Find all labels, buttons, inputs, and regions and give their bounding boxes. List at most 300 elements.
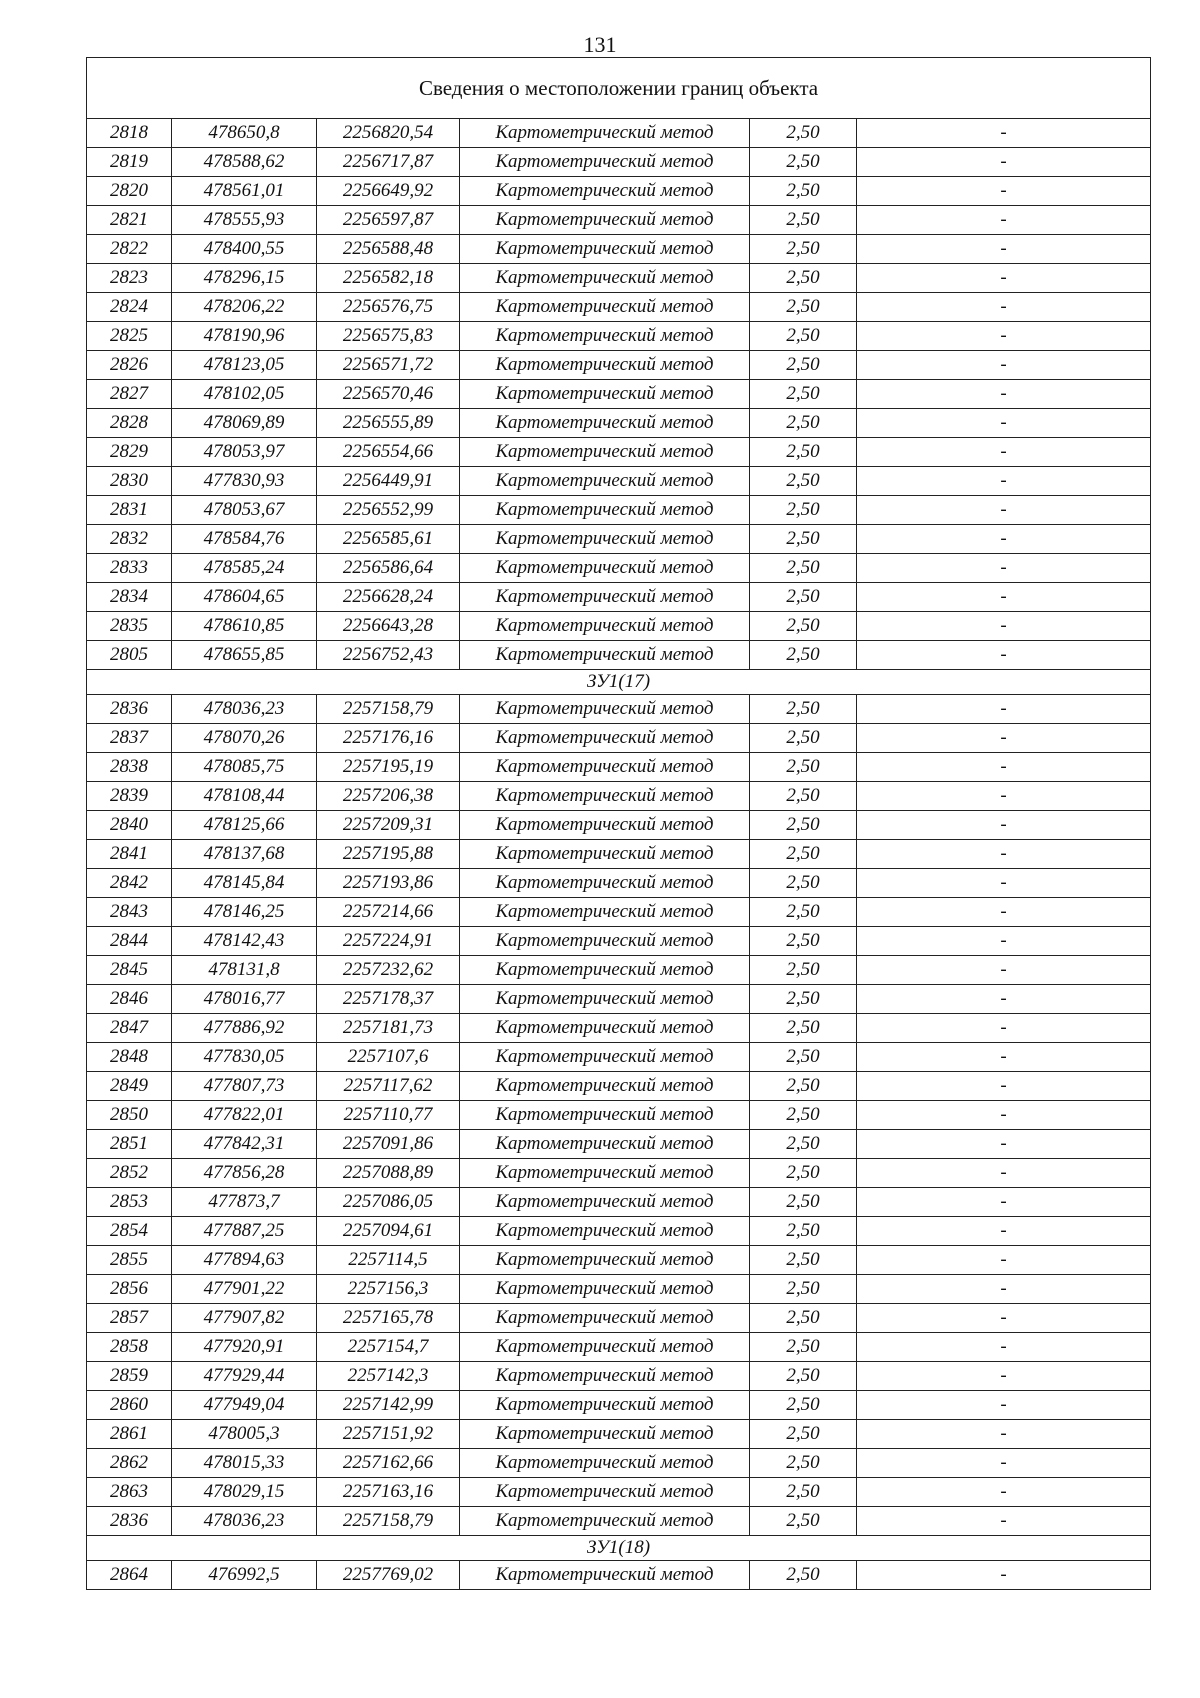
- description-cell: -: [857, 1449, 1151, 1478]
- y-coordinate-cell: 2257224,91: [317, 927, 460, 956]
- method-cell: Картометрический метод: [460, 554, 750, 583]
- point-number-cell: 2849: [87, 1072, 172, 1101]
- x-coordinate-cell: 477822,01: [172, 1101, 317, 1130]
- table-row: [87, 1561, 1151, 1590]
- y-coordinate-cell: 2257114,5: [317, 1246, 460, 1275]
- x-coordinate-cell: 478069,89: [172, 409, 317, 438]
- table-row: [87, 753, 1151, 782]
- y-coordinate-cell: 2257088,89: [317, 1159, 460, 1188]
- point-number-cell: 2826: [87, 351, 172, 380]
- description-cell: -: [857, 148, 1151, 177]
- description-cell: -: [857, 525, 1151, 554]
- accuracy-cell: 2,50: [750, 293, 857, 322]
- method-cell: Картометрический метод: [460, 293, 750, 322]
- y-coordinate-cell: 2256570,46: [317, 380, 460, 409]
- table-row: [87, 119, 1151, 148]
- y-coordinate-cell: 2257181,73: [317, 1014, 460, 1043]
- x-coordinate-cell: 478085,75: [172, 753, 317, 782]
- table-row: [87, 1420, 1151, 1449]
- table-row: [87, 1159, 1151, 1188]
- section-header-row: [87, 670, 1151, 695]
- description-cell: -: [857, 583, 1151, 612]
- accuracy-cell: 2,50: [750, 612, 857, 641]
- x-coordinate-cell: 478053,97: [172, 438, 317, 467]
- table-row: [87, 612, 1151, 641]
- y-coordinate-cell: 2257163,16: [317, 1478, 460, 1507]
- table-row: [87, 1478, 1151, 1507]
- section-label: ЗУ1(17): [87, 670, 1151, 695]
- point-number-cell: 2821: [87, 206, 172, 235]
- accuracy-cell: 2,50: [750, 206, 857, 235]
- point-number-cell: 2836: [87, 1507, 172, 1536]
- x-coordinate-cell: 478206,22: [172, 293, 317, 322]
- x-coordinate-cell: 477807,73: [172, 1072, 317, 1101]
- table-row: [87, 695, 1151, 724]
- y-coordinate-cell: 2257107,6: [317, 1043, 460, 1072]
- x-coordinate-cell: 477887,25: [172, 1217, 317, 1246]
- description-cell: -: [857, 956, 1151, 985]
- x-coordinate-cell: 478142,43: [172, 927, 317, 956]
- y-coordinate-cell: 2257110,77: [317, 1101, 460, 1130]
- x-coordinate-cell: 478604,65: [172, 583, 317, 612]
- accuracy-cell: 2,50: [750, 1478, 857, 1507]
- point-number-cell: 2860: [87, 1391, 172, 1420]
- method-cell: Картометрический метод: [460, 583, 750, 612]
- y-coordinate-cell: 2256582,18: [317, 264, 460, 293]
- method-cell: Картометрический метод: [460, 1072, 750, 1101]
- x-coordinate-cell: 478555,93: [172, 206, 317, 235]
- accuracy-cell: 2,50: [750, 1333, 857, 1362]
- accuracy-cell: 2,50: [750, 1217, 857, 1246]
- x-coordinate-cell: 478610,85: [172, 612, 317, 641]
- x-coordinate-cell: 478005,3: [172, 1420, 317, 1449]
- description-cell: -: [857, 409, 1151, 438]
- y-coordinate-cell: 2257086,05: [317, 1188, 460, 1217]
- x-coordinate-cell: 478588,62: [172, 148, 317, 177]
- point-number-cell: 2858: [87, 1333, 172, 1362]
- table-row: [87, 525, 1151, 554]
- description-cell: -: [857, 1159, 1151, 1188]
- table-row: [87, 1246, 1151, 1275]
- y-coordinate-cell: 2257176,16: [317, 724, 460, 753]
- point-number-cell: 2840: [87, 811, 172, 840]
- accuracy-cell: 2,50: [750, 641, 857, 670]
- section-header-row: [87, 1536, 1151, 1561]
- accuracy-cell: 2,50: [750, 583, 857, 612]
- table-row: [87, 840, 1151, 869]
- table-row: [87, 869, 1151, 898]
- method-cell: Картометрический метод: [460, 869, 750, 898]
- accuracy-cell: 2,50: [750, 1043, 857, 1072]
- accuracy-cell: 2,50: [750, 985, 857, 1014]
- description-cell: -: [857, 1362, 1151, 1391]
- x-coordinate-cell: 477830,05: [172, 1043, 317, 1072]
- accuracy-cell: 2,50: [750, 148, 857, 177]
- method-cell: Картометрический метод: [460, 1246, 750, 1275]
- point-number-cell: 2827: [87, 380, 172, 409]
- method-cell: Картометрический метод: [460, 782, 750, 811]
- description-cell: -: [857, 641, 1151, 670]
- table-row: [87, 1507, 1151, 1536]
- accuracy-cell: 2,50: [750, 177, 857, 206]
- description-cell: -: [857, 840, 1151, 869]
- description-cell: -: [857, 1304, 1151, 1333]
- method-cell: Картометрический метод: [460, 119, 750, 148]
- point-number-cell: 2845: [87, 956, 172, 985]
- point-number-cell: 2856: [87, 1275, 172, 1304]
- table-row: [87, 1391, 1151, 1420]
- table-row: [87, 724, 1151, 753]
- method-cell: Картометрический метод: [460, 612, 750, 641]
- table-row: [87, 554, 1151, 583]
- table-row: [87, 380, 1151, 409]
- accuracy-cell: 2,50: [750, 898, 857, 927]
- accuracy-cell: 2,50: [750, 840, 857, 869]
- description-cell: -: [857, 869, 1151, 898]
- point-number-cell: 2829: [87, 438, 172, 467]
- y-coordinate-cell: 2256586,64: [317, 554, 460, 583]
- x-coordinate-cell: 478655,85: [172, 641, 317, 670]
- accuracy-cell: 2,50: [750, 467, 857, 496]
- accuracy-cell: 2,50: [750, 119, 857, 148]
- description-cell: -: [857, 293, 1151, 322]
- accuracy-cell: 2,50: [750, 380, 857, 409]
- y-coordinate-cell: 2256552,99: [317, 496, 460, 525]
- point-number-cell: 2861: [87, 1420, 172, 1449]
- x-coordinate-cell: 478190,96: [172, 322, 317, 351]
- accuracy-cell: 2,50: [750, 1449, 857, 1478]
- table-row: [87, 641, 1151, 670]
- y-coordinate-cell: 2257156,3: [317, 1275, 460, 1304]
- method-cell: Картометрический метод: [460, 1188, 750, 1217]
- table-row: [87, 1014, 1151, 1043]
- method-cell: Картометрический метод: [460, 235, 750, 264]
- method-cell: Картометрический метод: [460, 1101, 750, 1130]
- table-row: [87, 322, 1151, 351]
- description-cell: -: [857, 206, 1151, 235]
- accuracy-cell: 2,50: [750, 235, 857, 264]
- accuracy-cell: 2,50: [750, 1507, 857, 1536]
- method-cell: Картометрический метод: [460, 1391, 750, 1420]
- x-coordinate-cell: 478125,66: [172, 811, 317, 840]
- x-coordinate-cell: 477920,91: [172, 1333, 317, 1362]
- table-row: [87, 811, 1151, 840]
- method-cell: Картометрический метод: [460, 898, 750, 927]
- y-coordinate-cell: 2256575,83: [317, 322, 460, 351]
- x-coordinate-cell: 478146,25: [172, 898, 317, 927]
- method-cell: Картометрический метод: [460, 1449, 750, 1478]
- method-cell: Картометрический метод: [460, 322, 750, 351]
- description-cell: -: [857, 1072, 1151, 1101]
- point-number-cell: 2818: [87, 119, 172, 148]
- x-coordinate-cell: 477856,28: [172, 1159, 317, 1188]
- accuracy-cell: 2,50: [750, 525, 857, 554]
- method-cell: Картометрический метод: [460, 1014, 750, 1043]
- y-coordinate-cell: 2257117,62: [317, 1072, 460, 1101]
- accuracy-cell: 2,50: [750, 496, 857, 525]
- method-cell: Картометрический метод: [460, 695, 750, 724]
- table-row: [87, 1449, 1151, 1478]
- description-cell: -: [857, 1014, 1151, 1043]
- accuracy-cell: 2,50: [750, 1188, 857, 1217]
- point-number-cell: 2844: [87, 927, 172, 956]
- accuracy-cell: 2,50: [750, 1275, 857, 1304]
- accuracy-cell: 2,50: [750, 1101, 857, 1130]
- method-cell: Картометрический метод: [460, 467, 750, 496]
- description-cell: -: [857, 985, 1151, 1014]
- description-cell: -: [857, 1561, 1151, 1590]
- x-coordinate-cell: 478561,01: [172, 177, 317, 206]
- description-cell: -: [857, 753, 1151, 782]
- y-coordinate-cell: 2257142,99: [317, 1391, 460, 1420]
- y-coordinate-cell: 2257206,38: [317, 782, 460, 811]
- method-cell: Картометрический метод: [460, 753, 750, 782]
- point-number-cell: 2864: [87, 1561, 172, 1590]
- description-cell: -: [857, 1478, 1151, 1507]
- point-number-cell: 2834: [87, 583, 172, 612]
- point-number-cell: 2847: [87, 1014, 172, 1043]
- point-number-cell: 2833: [87, 554, 172, 583]
- y-coordinate-cell: 2256649,92: [317, 177, 460, 206]
- accuracy-cell: 2,50: [750, 1130, 857, 1159]
- description-cell: -: [857, 235, 1151, 264]
- description-cell: -: [857, 1420, 1151, 1449]
- y-coordinate-cell: 2256585,61: [317, 525, 460, 554]
- accuracy-cell: 2,50: [750, 1159, 857, 1188]
- y-coordinate-cell: 2257209,31: [317, 811, 460, 840]
- y-coordinate-cell: 2257151,92: [317, 1420, 460, 1449]
- point-number-cell: 2862: [87, 1449, 172, 1478]
- description-cell: -: [857, 119, 1151, 148]
- y-coordinate-cell: 2257142,3: [317, 1362, 460, 1391]
- method-cell: Картометрический метод: [460, 1043, 750, 1072]
- method-cell: Картометрический метод: [460, 927, 750, 956]
- accuracy-cell: 2,50: [750, 1014, 857, 1043]
- point-number-cell: 2830: [87, 467, 172, 496]
- description-cell: -: [857, 177, 1151, 206]
- section-label: ЗУ1(18): [87, 1536, 1151, 1561]
- point-number-cell: 2825: [87, 322, 172, 351]
- table-row: [87, 985, 1151, 1014]
- table-body: [87, 58, 1151, 1590]
- table-row: [87, 351, 1151, 380]
- table-row: [87, 438, 1151, 467]
- y-coordinate-cell: 2256449,91: [317, 467, 460, 496]
- accuracy-cell: 2,50: [750, 1561, 857, 1590]
- table-title: Сведения о местоположении границ объекта: [87, 58, 1151, 119]
- x-coordinate-cell: 478102,05: [172, 380, 317, 409]
- boundary-table-container: [86, 57, 1150, 1590]
- table-row: [87, 467, 1151, 496]
- table-row: [87, 782, 1151, 811]
- table-row: [87, 1130, 1151, 1159]
- point-number-cell: 2852: [87, 1159, 172, 1188]
- accuracy-cell: 2,50: [750, 724, 857, 753]
- description-cell: -: [857, 1246, 1151, 1275]
- description-cell: -: [857, 1101, 1151, 1130]
- y-coordinate-cell: 2256554,66: [317, 438, 460, 467]
- y-coordinate-cell: 2257165,78: [317, 1304, 460, 1333]
- table-row: [87, 927, 1151, 956]
- accuracy-cell: 2,50: [750, 956, 857, 985]
- point-number-cell: 2835: [87, 612, 172, 641]
- x-coordinate-cell: 478015,33: [172, 1449, 317, 1478]
- method-cell: Картометрический метод: [460, 1275, 750, 1304]
- point-number-cell: 2836: [87, 695, 172, 724]
- y-coordinate-cell: 2256588,48: [317, 235, 460, 264]
- point-number-cell: 2851: [87, 1130, 172, 1159]
- point-number-cell: 2855: [87, 1246, 172, 1275]
- method-cell: Картометрический метод: [460, 956, 750, 985]
- x-coordinate-cell: 478053,67: [172, 496, 317, 525]
- description-cell: -: [857, 898, 1151, 927]
- x-coordinate-cell: 476992,5: [172, 1561, 317, 1590]
- table-row: [87, 235, 1151, 264]
- description-cell: -: [857, 496, 1151, 525]
- x-coordinate-cell: 478036,23: [172, 1507, 317, 1536]
- accuracy-cell: 2,50: [750, 695, 857, 724]
- table-row: [87, 409, 1151, 438]
- table-row: [87, 148, 1151, 177]
- boundary-coordinates-table: [86, 57, 1151, 1590]
- method-cell: Картометрический метод: [460, 438, 750, 467]
- method-cell: Картометрический метод: [460, 206, 750, 235]
- y-coordinate-cell: 2257154,7: [317, 1333, 460, 1362]
- x-coordinate-cell: 477873,7: [172, 1188, 317, 1217]
- accuracy-cell: 2,50: [750, 409, 857, 438]
- description-cell: -: [857, 695, 1151, 724]
- x-coordinate-cell: 478296,15: [172, 264, 317, 293]
- point-number-cell: 2823: [87, 264, 172, 293]
- description-cell: -: [857, 1217, 1151, 1246]
- table-row: [87, 264, 1151, 293]
- method-cell: Картометрический метод: [460, 811, 750, 840]
- y-coordinate-cell: 2257195,19: [317, 753, 460, 782]
- method-cell: Картометрический метод: [460, 985, 750, 1014]
- x-coordinate-cell: 478016,77: [172, 985, 317, 1014]
- table-row: [87, 496, 1151, 525]
- x-coordinate-cell: 478131,8: [172, 956, 317, 985]
- x-coordinate-cell: 477830,93: [172, 467, 317, 496]
- table-row: [87, 1333, 1151, 1362]
- table-row: [87, 1072, 1151, 1101]
- x-coordinate-cell: 478123,05: [172, 351, 317, 380]
- table-row: [87, 1217, 1151, 1246]
- table-row: [87, 206, 1151, 235]
- y-coordinate-cell: 2257232,62: [317, 956, 460, 985]
- point-number-cell: 2857: [87, 1304, 172, 1333]
- description-cell: -: [857, 927, 1151, 956]
- x-coordinate-cell: 478036,23: [172, 695, 317, 724]
- x-coordinate-cell: 478400,55: [172, 235, 317, 264]
- y-coordinate-cell: 2257178,37: [317, 985, 460, 1014]
- method-cell: Картометрический метод: [460, 525, 750, 554]
- x-coordinate-cell: 477842,31: [172, 1130, 317, 1159]
- y-coordinate-cell: 2257158,79: [317, 695, 460, 724]
- description-cell: -: [857, 1188, 1151, 1217]
- method-cell: Картометрический метод: [460, 409, 750, 438]
- point-number-cell: 2824: [87, 293, 172, 322]
- accuracy-cell: 2,50: [750, 322, 857, 351]
- accuracy-cell: 2,50: [750, 1304, 857, 1333]
- description-cell: -: [857, 264, 1151, 293]
- method-cell: Картометрический метод: [460, 1130, 750, 1159]
- y-coordinate-cell: 2256752,43: [317, 641, 460, 670]
- page-number: 131: [583, 32, 617, 57]
- accuracy-cell: 2,50: [750, 351, 857, 380]
- table-row: [87, 583, 1151, 612]
- y-coordinate-cell: 2256555,89: [317, 409, 460, 438]
- x-coordinate-cell: 478585,24: [172, 554, 317, 583]
- x-coordinate-cell: 477886,92: [172, 1014, 317, 1043]
- method-cell: Картометрический метод: [460, 1304, 750, 1333]
- description-cell: -: [857, 351, 1151, 380]
- method-cell: Картометрический метод: [460, 1159, 750, 1188]
- method-cell: Картометрический метод: [460, 148, 750, 177]
- table-row: [87, 177, 1151, 206]
- y-coordinate-cell: 2257193,86: [317, 869, 460, 898]
- y-coordinate-cell: 2257162,66: [317, 1449, 460, 1478]
- point-number-cell: 2805: [87, 641, 172, 670]
- point-number-cell: 2832: [87, 525, 172, 554]
- point-number-cell: 2838: [87, 753, 172, 782]
- description-cell: -: [857, 1391, 1151, 1420]
- y-coordinate-cell: 2257158,79: [317, 1507, 460, 1536]
- point-number-cell: 2831: [87, 496, 172, 525]
- table-row: [87, 1043, 1151, 1072]
- description-cell: -: [857, 322, 1151, 351]
- point-number-cell: 2841: [87, 840, 172, 869]
- description-cell: -: [857, 811, 1151, 840]
- x-coordinate-cell: 478108,44: [172, 782, 317, 811]
- method-cell: Картометрический метод: [460, 496, 750, 525]
- method-cell: Картометрический метод: [460, 380, 750, 409]
- point-number-cell: 2820: [87, 177, 172, 206]
- y-coordinate-cell: 2256643,28: [317, 612, 460, 641]
- point-number-cell: 2839: [87, 782, 172, 811]
- x-coordinate-cell: 478650,8: [172, 119, 317, 148]
- method-cell: Картометрический метод: [460, 641, 750, 670]
- accuracy-cell: 2,50: [750, 869, 857, 898]
- accuracy-cell: 2,50: [750, 782, 857, 811]
- method-cell: Картометрический метод: [460, 264, 750, 293]
- table-row: [87, 1304, 1151, 1333]
- table-row: [87, 1101, 1151, 1130]
- accuracy-cell: 2,50: [750, 264, 857, 293]
- y-coordinate-cell: 2257769,02: [317, 1561, 460, 1590]
- description-cell: -: [857, 1507, 1151, 1536]
- point-number-cell: 2846: [87, 985, 172, 1014]
- table-row: [87, 898, 1151, 927]
- description-cell: -: [857, 554, 1151, 583]
- x-coordinate-cell: 477894,63: [172, 1246, 317, 1275]
- method-cell: Картометрический метод: [460, 1217, 750, 1246]
- point-number-cell: 2837: [87, 724, 172, 753]
- y-coordinate-cell: 2257094,61: [317, 1217, 460, 1246]
- description-cell: -: [857, 782, 1151, 811]
- point-number-cell: 2863: [87, 1478, 172, 1507]
- point-number-cell: 2853: [87, 1188, 172, 1217]
- accuracy-cell: 2,50: [750, 1362, 857, 1391]
- table-row: [87, 1362, 1151, 1391]
- point-number-cell: 2850: [87, 1101, 172, 1130]
- method-cell: Картометрический метод: [460, 840, 750, 869]
- description-cell: -: [857, 612, 1151, 641]
- accuracy-cell: 2,50: [750, 438, 857, 467]
- method-cell: Картометрический метод: [460, 177, 750, 206]
- accuracy-cell: 2,50: [750, 753, 857, 782]
- accuracy-cell: 2,50: [750, 1072, 857, 1101]
